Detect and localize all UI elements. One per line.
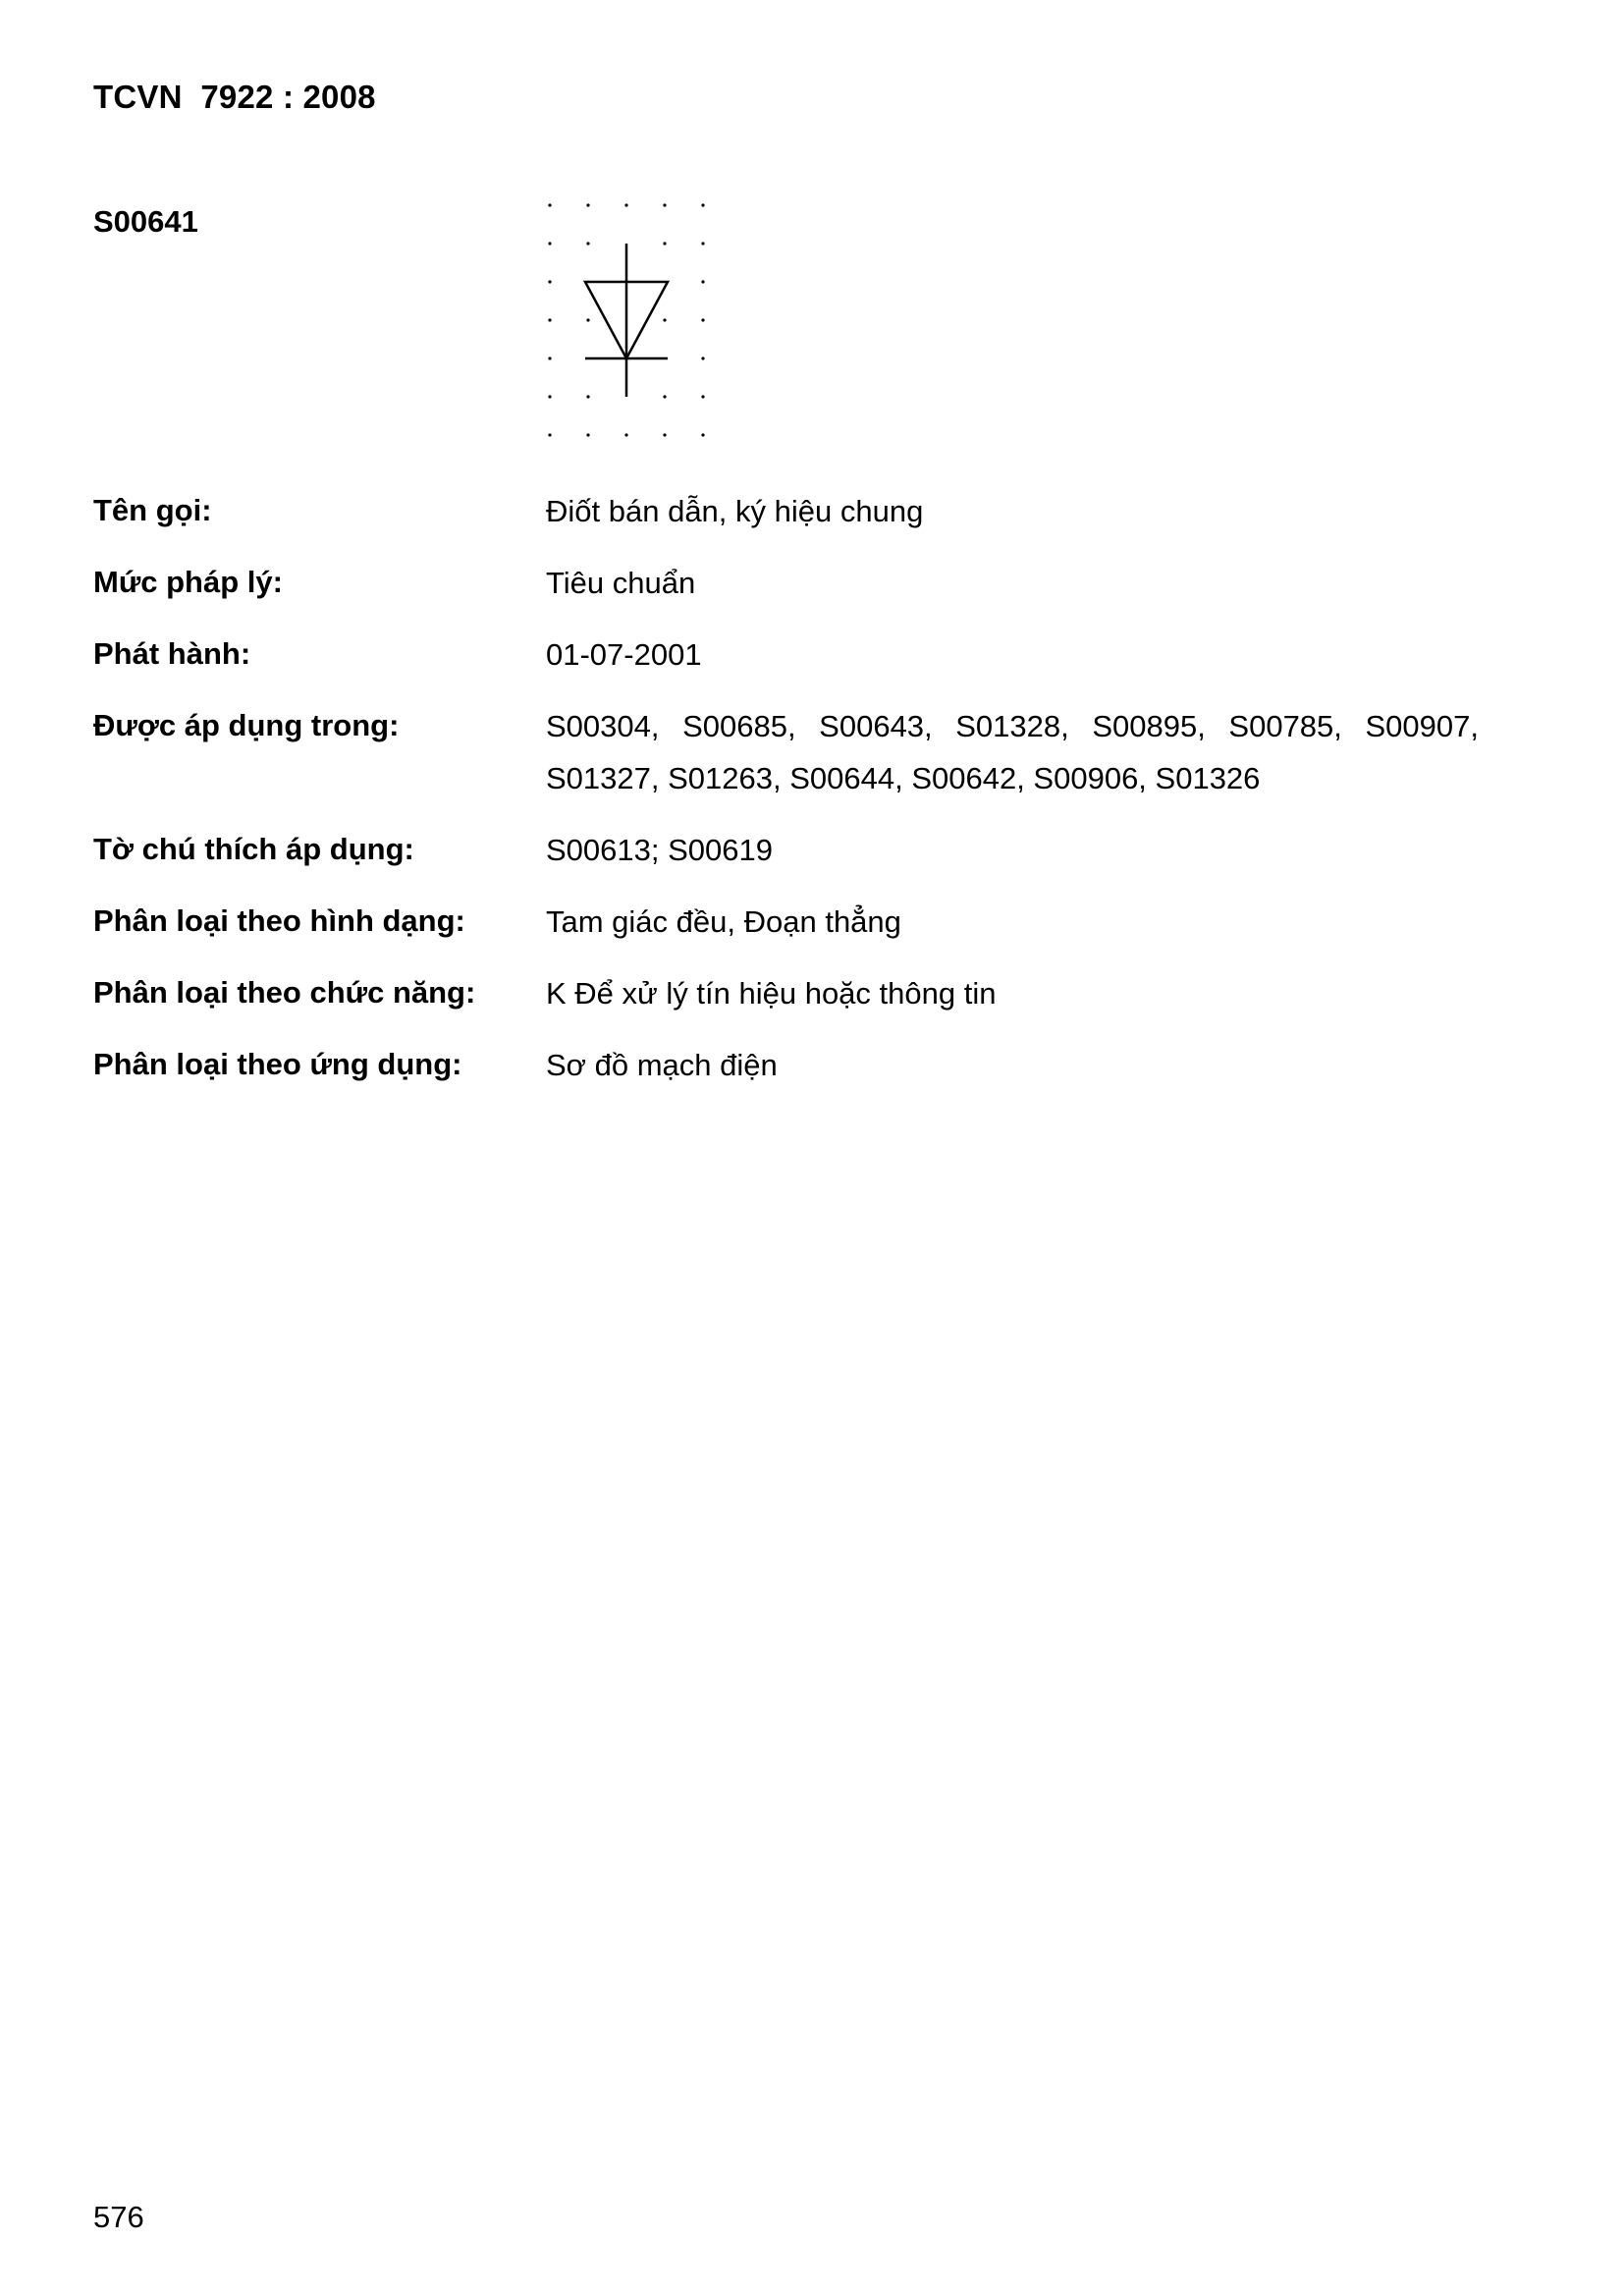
standard-header: TCVN 7922 : 2008 bbox=[93, 79, 376, 115]
field-label: Phân loại theo hình dạng: bbox=[93, 903, 465, 938]
diode-icon bbox=[585, 244, 668, 397]
field-value: 01-07-2001 bbox=[546, 637, 702, 672]
field-value: S00613; S00619 bbox=[546, 833, 773, 867]
field-value: S00304, S00685, S00643, S01328, S00895, S00785, S00907, S01327, S01263, S00644, S00642, S00906, S01326 bbox=[546, 709, 1479, 795]
field-value: Sơ đồ mạch điện bbox=[546, 1048, 778, 1082]
field-label: Mức pháp lý: bbox=[93, 565, 283, 599]
symbol-code: S00641 bbox=[93, 204, 198, 239]
field-label: Tờ chú thích áp dụng: bbox=[93, 832, 414, 866]
page-number: 576 bbox=[93, 2200, 144, 2234]
field-value: Tam giác đều, Đoạn thẳng bbox=[546, 904, 901, 939]
field-label: Tên gọi: bbox=[93, 493, 212, 527]
field-value: K Để xử lý tín hiệu hoặc thông tin bbox=[546, 976, 997, 1011]
diode-symbol-figure bbox=[530, 191, 727, 452]
field-label: Phân loại theo chức năng: bbox=[93, 975, 476, 1010]
field-label: Phân loại theo ứng dụng: bbox=[93, 1047, 462, 1081]
field-value: Điốt bán dẫn, ký hiệu chung bbox=[546, 494, 924, 528]
field-label: Phát hành: bbox=[93, 636, 251, 671]
field-value: Tiêu chuẩn bbox=[546, 566, 696, 600]
field-label: Được áp dụng trong: bbox=[93, 708, 400, 742]
